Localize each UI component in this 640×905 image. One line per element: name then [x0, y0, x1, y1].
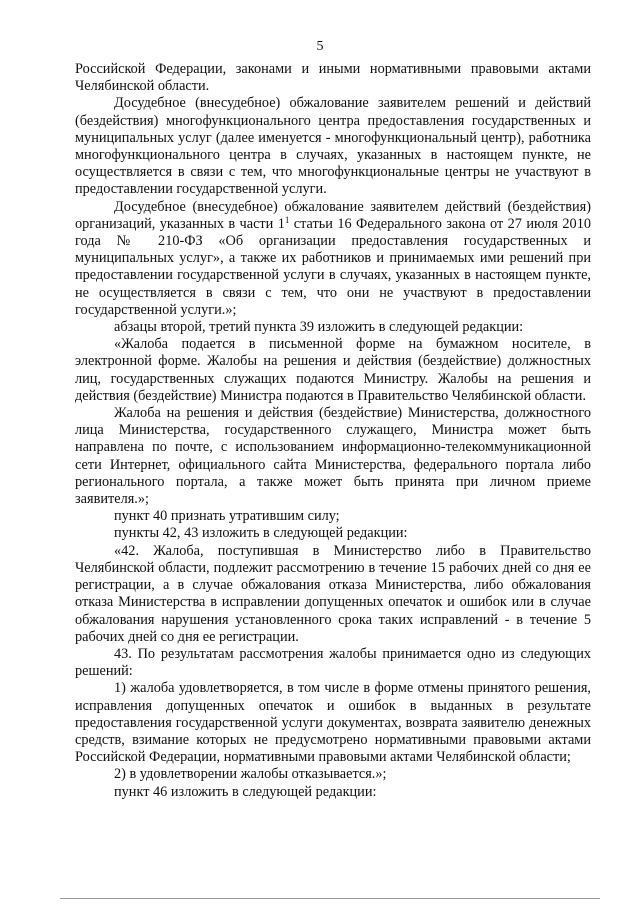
superscript-index: 1	[284, 214, 290, 225]
paragraph-continuation: Российской Федерации, законами и иными нормативными правовыми актами Челябинской области.	[75, 61, 591, 95]
paragraph-item-40-instruction: пункт 40 признать утратившим силу;	[114, 508, 340, 525]
paragraph-text-after-sup: статьи 16 Федерального закона от 27 июля 2010 года № 210-ФЗ «Об организации предоставления государственных и муниципальных услуг», а также их работников и принимаемых ими решений при предоставлении государственной услуги в случаях, указанных в настоящем пункте, не осуществляется в связи с тем, что они не участвуют в предоставлении государственной услуги.»;	[75, 215, 591, 318]
scan-edge-line	[60, 898, 600, 899]
paragraph-item-42: «42. Жалоба, поступившая в Министерство либо в Правительство Челябинской области, подлежит рассмотрению в течение 15 рабочих дней со дня ее регистрации, а в случае обжалования отказа Министерства, либо обжалования отказа Министерства в исправлении допущенных опечаток и ошибок или в случае обжалования нарушения установленного срока таких исправлений - в течение 5 рабочих дней со дня ее регистрации.	[75, 542, 591, 645]
paragraph-complaint-channels: Жалоба на решения и действия (бездействие) Министерства, должностного лица Министерства, государственного служащего, Министра может быть направлена по почте, с использованием информационно-телекоммуникационной сети Интернет, официального сайта Министерства, федерального портала либо регионального портала, а также может быть принята при личном приеме заявителя.»;	[75, 405, 591, 508]
paragraph-mfc-appeal: Досудебное (внесудебное) обжалование заявителем решений и действий (бездействия) многофункционального центра предоставления государственных и муниципальных услуг (далее именуется - многофункциональный центр), работника многофункционального центра в случаях, указанных в настоящем пункте, не осуществляется в связи с тем, что многофункциональные центры не участвуют в предоставлении государственной услуги.	[75, 95, 591, 198]
paragraph-item-43: 43. По результатам рассмотрения жалобы принимается одно из следующих решений:	[75, 645, 591, 680]
paragraph-text-before-sup: Досудебное (внесудебное) обжалование заявителем действий (бездействия) организаций, указанных в части 1	[75, 198, 591, 232]
paragraph-item-39-instruction: абзацы второй, третий пункта 39 изложить в следующей редакции:	[114, 319, 524, 336]
paragraph-decision-2: 2) в удовлетворении жалобы отказывается.»;	[114, 766, 387, 783]
paragraph-items-42-43-instruction: пункты 42, 43 изложить в следующей редакции:	[114, 525, 408, 542]
paragraph-decision-1: 1) жалоба удовлетворяется, в том числе в форме отмены принятого решения, исправления допущенных опечаток и ошибок в выданных в результате предоставления государственной услуги документах, возврата заявителю денежных средств, взимание которых не предусмотрено нормативными правовыми актами Российской Федерации, нормативными правовыми актами Челябинской области;	[75, 680, 591, 766]
page-number: 5	[316, 39, 324, 54]
paragraph-organizations-appeal	[75, 199, 591, 319]
paragraph-complaint-form: «Жалоба подается в письменной форме на бумажном носителе, в электронной форме. Жалобы на решения и действия (бездействие) должностных лиц, государственных служащих подаются Министру. Жалобы на решения и действия (бездействие) Министра подаются в Правительство Челябинской области.	[75, 336, 591, 404]
paragraph-item-46-instruction: пункт 46 изложить в следующей редакции:	[114, 783, 377, 800]
document-body	[75, 61, 591, 801]
